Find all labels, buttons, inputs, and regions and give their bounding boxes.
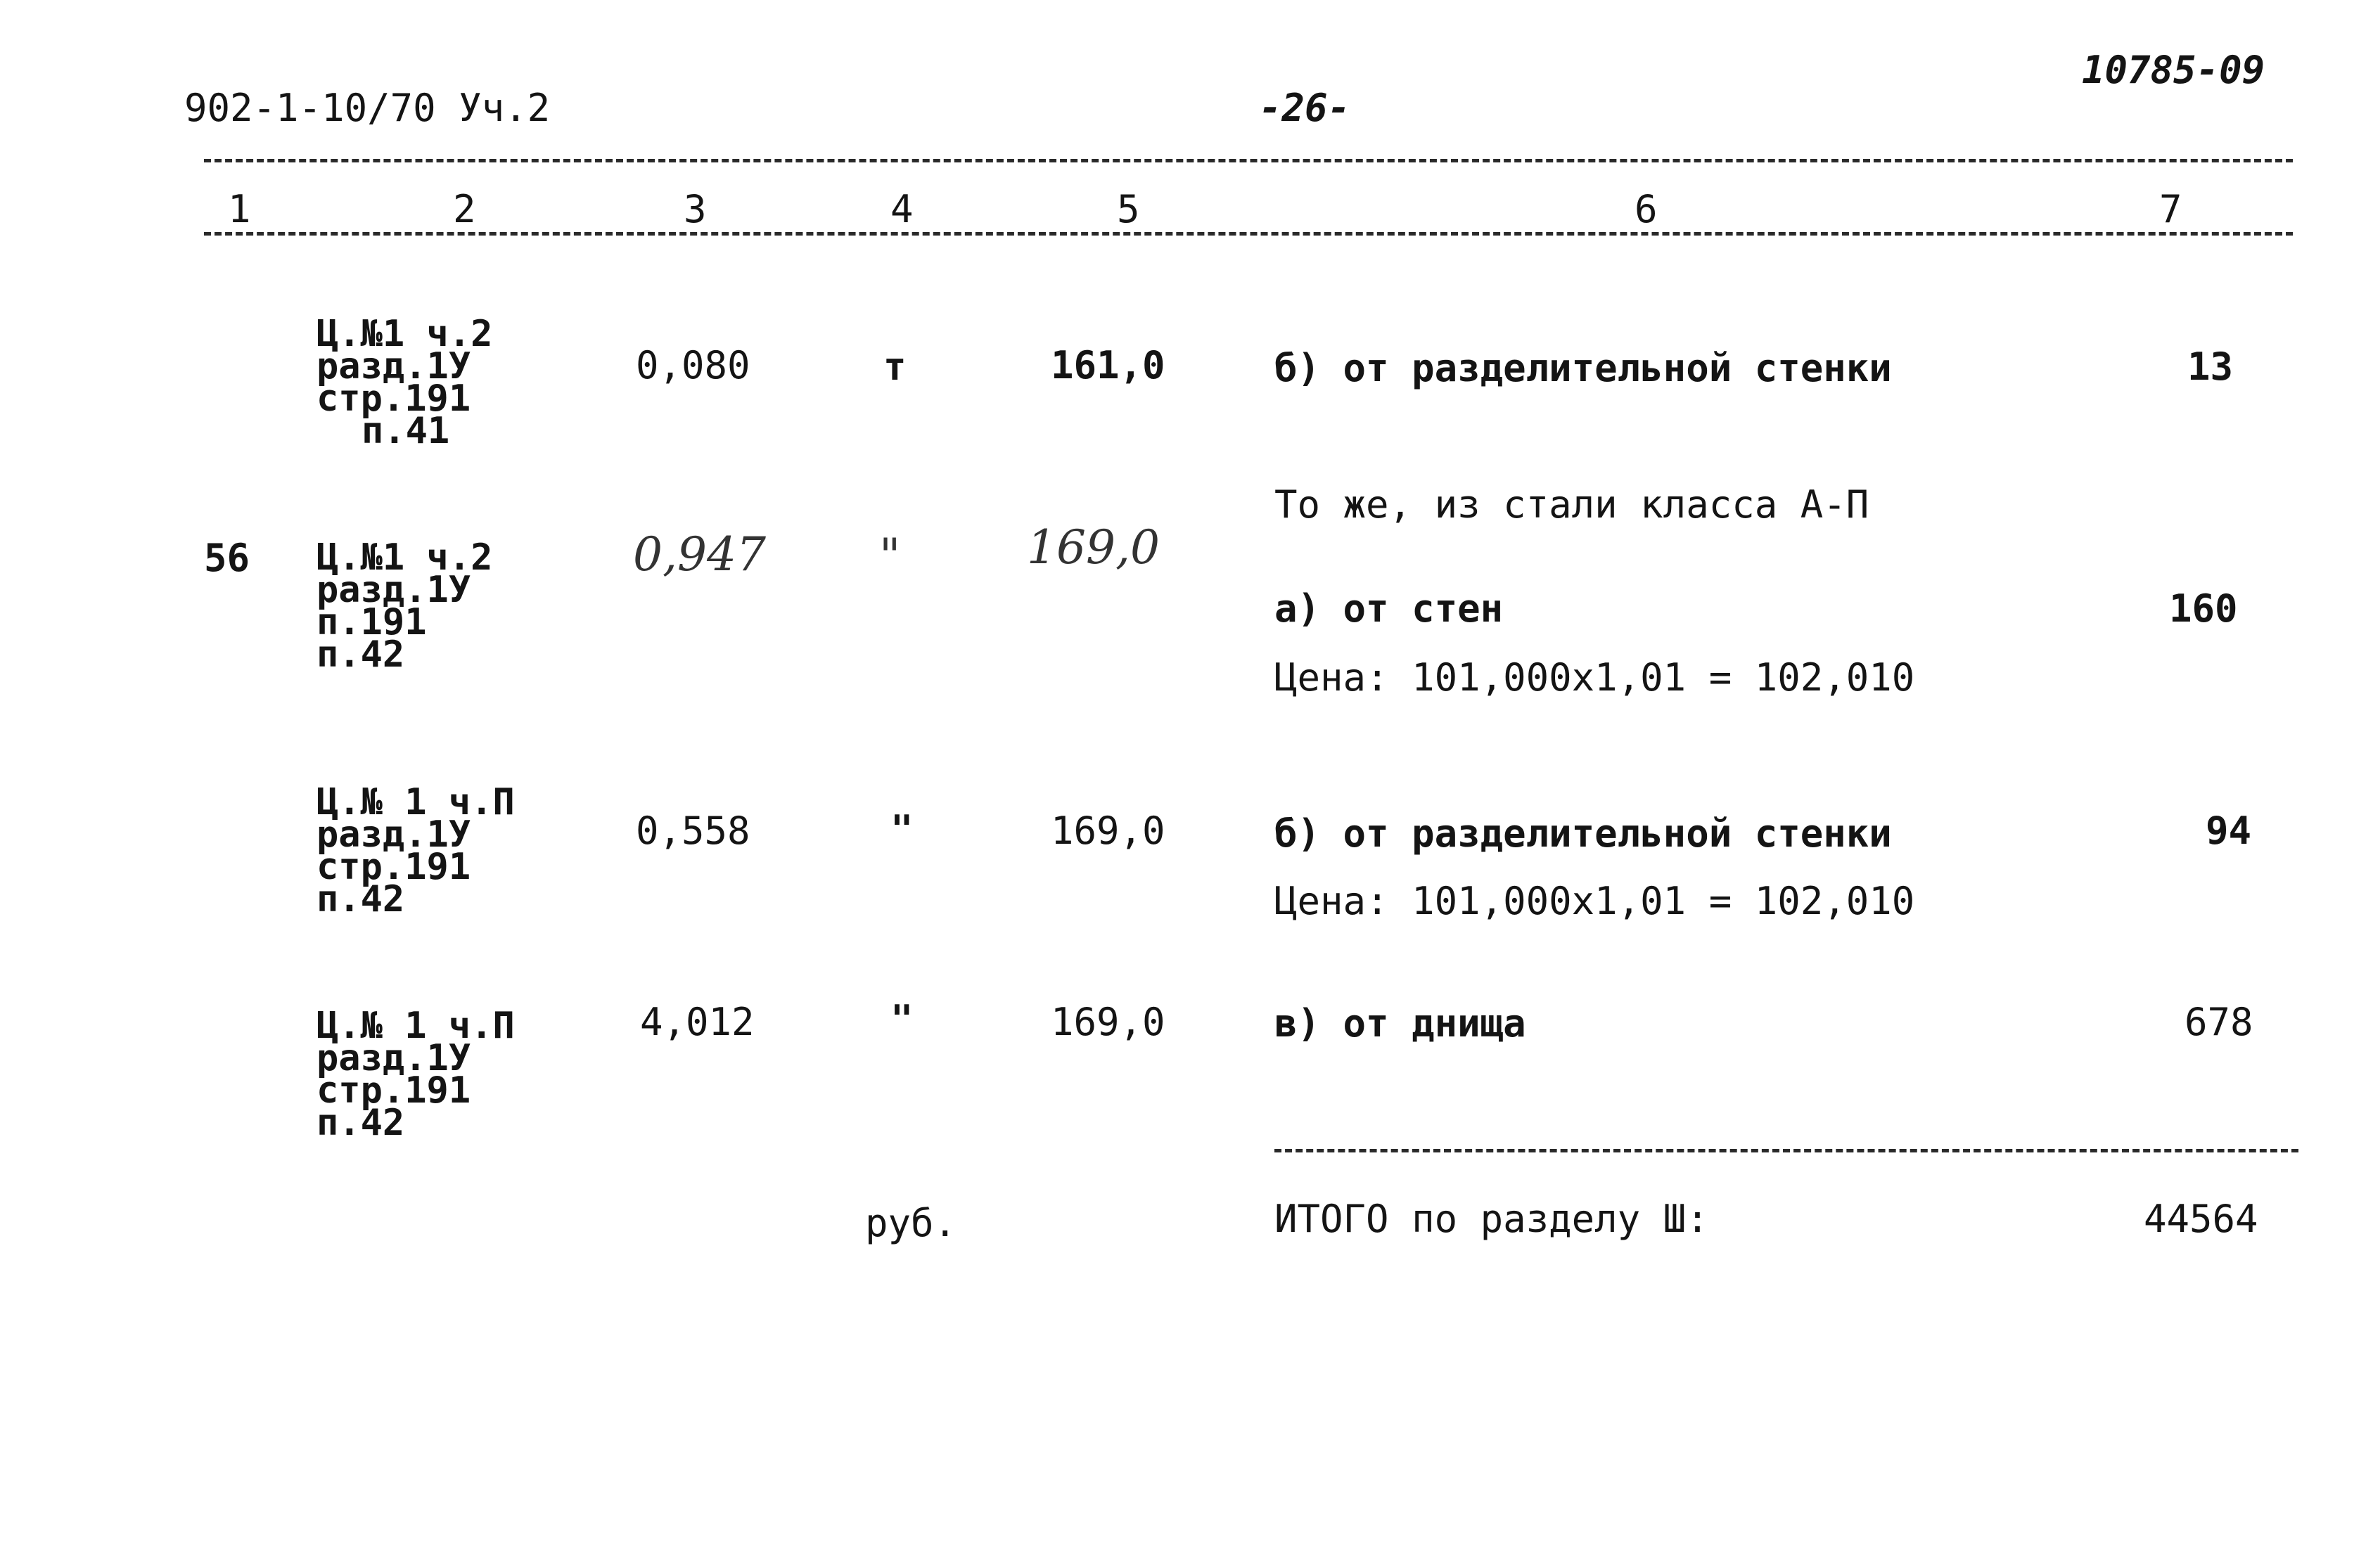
total-cell: 94 (2206, 809, 2252, 853)
column-number: 2 (453, 187, 476, 231)
header-rule-top (204, 159, 2293, 162)
price-note: Цена: 101,000х1,01 = 102,010 (1274, 879, 1915, 923)
unit-cell: " (890, 997, 914, 1041)
price-cell: 169,0 (1027, 520, 1160, 574)
column-number: 5 (1117, 187, 1140, 231)
page-number: -26- (1259, 86, 1351, 130)
column-number: 1 (228, 187, 251, 231)
description-heading: То же, из стали класса А-П (1274, 482, 1869, 527)
description-cell: б) от разделительной стенки (1274, 811, 1892, 856)
price-note: Цена: 101,000х1,01 = 102,010 (1274, 655, 1915, 700)
description-cell: а) от стен (1274, 586, 1504, 631)
unit-cell: т (883, 345, 907, 389)
header-rule-bottom (204, 232, 2293, 236)
document-code: 902-1-10/70 Уч.2 (184, 86, 551, 130)
reference-cell: Ц.№1 ч.2 разд.1У стр.191 п.41 (316, 313, 493, 452)
total-cell: 160 (2169, 586, 2238, 631)
quantity-cell: 0,080 (636, 343, 750, 387)
section-total-value: 44564 (2144, 1197, 2258, 1241)
reference-cell: Ц.№ 1 ч.П разд.1У стр.191 п.42 (316, 781, 515, 920)
description-cell: б) от разделительной стенки (1274, 346, 1892, 390)
column-number: 4 (890, 187, 914, 231)
quantity-cell: 4,012 (640, 1000, 755, 1044)
column-number: 7 (2159, 187, 2182, 231)
column-number: 3 (684, 187, 707, 231)
unit-cell: " (890, 807, 914, 852)
column-number: 6 (1635, 187, 1658, 231)
unit-cell: " (879, 529, 901, 583)
total-cell: 678 (2185, 1000, 2253, 1044)
reference-cell: Ц.№1 ч.2 разд.1У п.191 п.42 (316, 536, 493, 676)
totals-rule (1274, 1149, 2298, 1152)
quantity-cell: 0,947 (633, 527, 766, 581)
description-cell: в) от днища (1274, 1001, 1526, 1046)
item-number: 56 (204, 536, 250, 580)
archive-number: 10785-09 (2082, 48, 2265, 92)
price-cell: 161,0 (1051, 343, 1165, 387)
section-total-label: ИТОГО по разделу Ш: (1274, 1197, 1709, 1241)
currency-unit: руб. (865, 1201, 957, 1245)
price-cell: 169,0 (1051, 1000, 1165, 1044)
price-cell: 169,0 (1051, 809, 1165, 853)
total-cell: 13 (2187, 345, 2234, 389)
reference-cell: Ц.№ 1 ч.П разд.1У стр.191 п.42 (316, 1005, 515, 1144)
quantity-cell: 0,558 (636, 809, 750, 853)
